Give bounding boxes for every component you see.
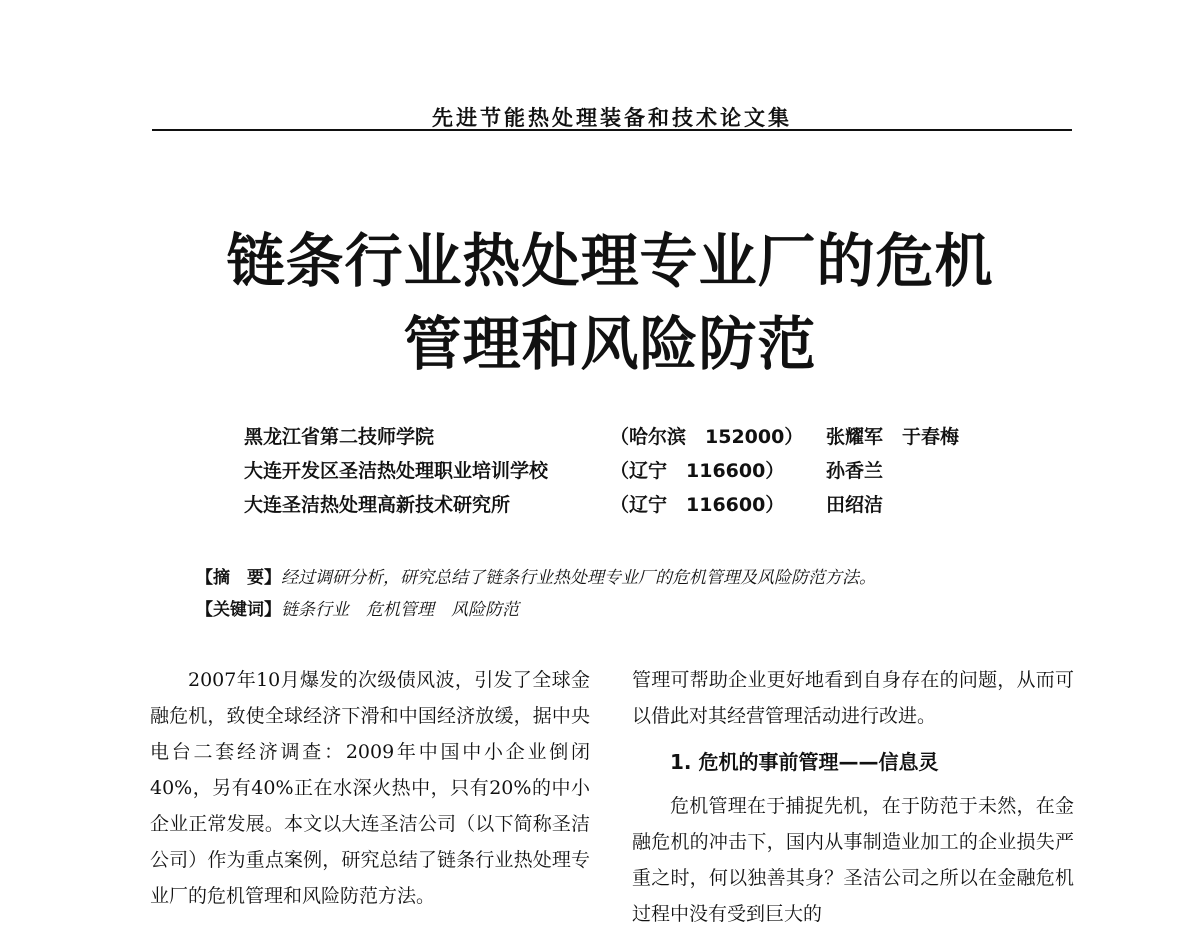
paper-title xyxy=(150,220,1070,386)
keywords-text: 链条行业 危机管理 风险防范 xyxy=(281,600,519,620)
continuation-paragraph: 管理可帮助企业更好地看到自身存在的问题，从而可以借此对其经营管理活动进行改进。 xyxy=(632,669,1074,727)
running-header: 先进节能热处理装备和技术论文集 xyxy=(432,105,792,130)
affiliation-row xyxy=(244,420,1044,454)
affiliation-institution: 黑龙江省第二技师学院 xyxy=(244,426,435,448)
affiliations xyxy=(244,420,1044,522)
left-column xyxy=(150,662,590,914)
affiliation-location: （辽宁 116600） xyxy=(610,494,785,516)
title-line-1: 链条行业热处理专业厂的危机 xyxy=(226,227,994,295)
affiliation-row xyxy=(244,454,1044,488)
intro-paragraph: 2007年10月爆发的次级债风波，引发了全球金融危机，致使全球经济下滑和中国经济放缓，据中央电台二套经济调查：2009年中国中小企业倒闭40%，另有40%正在水深火热中，只有20%的中小企业正常发展。本文以大连圣洁公司（以下简称圣洁公司）作为重点案例，研究总结了链条行业热处理专业厂的危机管理和风险防范方法。 xyxy=(150,669,590,907)
affiliation-institution: 大连开发区圣洁热处理职业培训学校 xyxy=(244,460,549,482)
affiliation-location: （辽宁 116600） xyxy=(610,460,785,482)
right-column xyxy=(632,662,1074,932)
section-heading: 1. 危机的事前管理——信息灵 xyxy=(670,750,939,774)
affiliation-authors: 张耀军 于春梅 xyxy=(826,426,960,448)
title-line-2: 管理和风险防范 xyxy=(403,310,817,378)
header-rule xyxy=(152,129,1072,131)
affiliation-row xyxy=(244,488,1044,522)
abstract-label: 【摘 要】 xyxy=(196,568,281,588)
section-paragraph: 危机管理在于捕捉先机，在于防范于未然，在金融危机的冲击下，国内从事制造业加工的企业损失严重之时，何以独善其身？圣洁公司之所以在金融危机过程中没有受到巨大的 xyxy=(632,795,1074,925)
keywords-label: 【关键词】 xyxy=(196,600,281,620)
abstract-block xyxy=(196,562,1076,626)
affiliation-institution: 大连圣洁热处理高新技术研究所 xyxy=(244,494,511,516)
affiliation-authors: 孙香兰 xyxy=(826,460,884,482)
affiliation-location: （哈尔滨 152000） xyxy=(610,426,804,448)
keywords-row xyxy=(196,594,1076,626)
abstract-row xyxy=(196,562,1076,594)
affiliation-authors: 田绍洁 xyxy=(826,494,884,516)
abstract-text: 经过调研分析，研究总结了链条行业热处理专业厂的危机管理及风险防范方法。 xyxy=(281,568,876,588)
